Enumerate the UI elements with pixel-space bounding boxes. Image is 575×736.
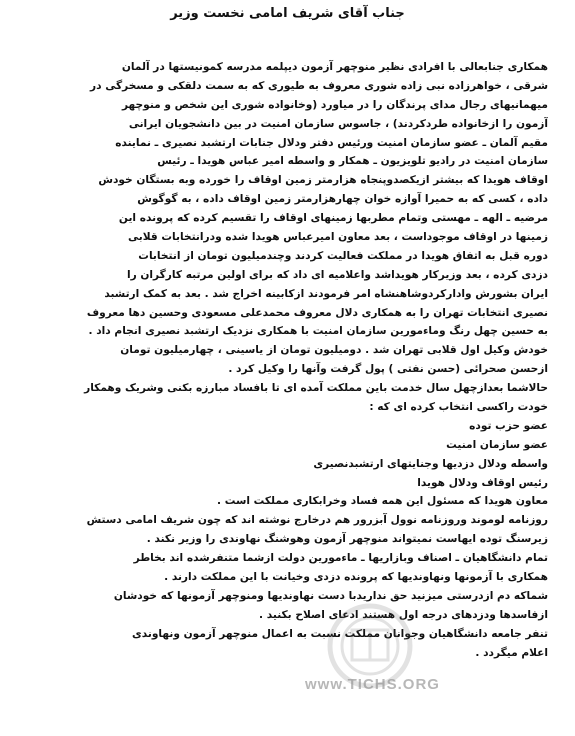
list-item: عضو سازمان امنیت bbox=[446, 438, 548, 451]
body-line: تنفر جامعه دانشگاهیان وجوانان مملکت نسبت به اعمال منوچهر آزمون ونهاوندی bbox=[132, 627, 548, 640]
body-line: همکاری جنابعالی با افرادی نظیر منوچهر آزمون دیپلمه مدرسه کمونیستها در آلمان bbox=[121, 61, 548, 73]
body-line: مقیم آلمان ـ عضو سازمان امنیت ورئیس دفتر ودلال جنابات ارتشبد نصیری ـ نماینده bbox=[115, 136, 548, 149]
body-line: معاون هویدا که مسئول این همه فساد وخرابکاری مملکت است . bbox=[217, 495, 548, 508]
body-line: همکاری با آزمونها ونهاوندیها که پرونده دزدی وخیانت با این مملکت دارند . bbox=[164, 571, 548, 584]
list-item: واسطه ودلال دزدیها وجنایتهای ارتشبدنصیری bbox=[313, 457, 548, 470]
body-line: زمینها در اوقاف موجوداست ، بعد معاون امیرعباس هویدا شده ودرانتخابات قلابی bbox=[128, 231, 548, 244]
watermark-text: www.TICHS.ORG bbox=[305, 676, 440, 693]
body-line: زیرسنگ توده ایهاست نمیتواند منوچهر آزمون وهوشنگ نهاوندی را وزیر نکند . bbox=[146, 533, 548, 546]
body-line: دوره قبل به اتفاق هویدا در مملکت فعالیت کردند وچندمیلیون تومان از انتخابات bbox=[138, 249, 548, 262]
body-line: دزدی کرده ، بعد وزیرکار هویداشد واعلامیه ای داد که برای اولین مرتبه کارگران را bbox=[126, 268, 548, 281]
letter-title: جناب آقای شریف امامی نخست وزیر bbox=[170, 6, 405, 21]
body-line: ازفاسدها ودزدهای درجه اول هستند ادعای اصلاح بکنید . bbox=[259, 608, 548, 621]
body-line: اوقاف هویدا که بیشتر ازیکصدوپنجاه هزارمتر زمین اوقاف را خورده وبه بستگان خودش bbox=[98, 174, 548, 187]
body-line: مرضیه ـ الهه ـ مهستی وتمام مطربها زمینهای اوقاف را تقسیم کرده که پرونده این bbox=[118, 212, 548, 225]
body-line: ازحسن صحرائی (حسن نفتی ) پول گرفت وآنها را وکیل کرد . bbox=[228, 363, 548, 376]
body-line: نصیری انتخابات تهران را به همکاری دلال معروف محمدعلی مسعودی وحسین دها معروف bbox=[86, 306, 548, 319]
body-line: تمام دانشگاهیان ـ اصناف وبازاریها ـ ماءمورین دولت ازشما متنفرشده اند بخاطر bbox=[133, 552, 548, 565]
body-line: شماکه دم ازدرستی میزنید حق نداریدبا دست نهاوندیها ومنوچهر آزمونها که خودشان bbox=[113, 589, 548, 602]
list-item: رئیس اوقاف ودلال هویدا bbox=[417, 476, 548, 489]
body-line: خودت راکسی انتخاب کرده ای که : bbox=[369, 401, 548, 414]
body-line: آزمون را ازخانواده طردکردند) ، جاسوس سازمان امنیت در بین دانشجویان ایرانی bbox=[128, 117, 548, 130]
body-line: شرقی ، خواهرزاده نبی زاده شوری معروف به طیوری که به سمت دلقکی و مسخرگی در bbox=[90, 79, 548, 92]
body-line: سازمان امنیت در رادیو تلویزیون ـ همکار و واسطه امیر عباس هویدا ـ رئیس bbox=[157, 155, 548, 168]
letter-body bbox=[16, 58, 548, 663]
body-line: حالاشما بعدازچهل سال خدمت باین مملکت آمده ای تا بافساد مبارزه بکنی وشریک وهمکار bbox=[84, 382, 548, 395]
body-line: داده ، کسی که به حمیرا آوازه خوان چهارهزارمتر زمین اوقاف داده ، به گوگوش bbox=[137, 193, 548, 206]
body-line: اعلام میگردد . bbox=[475, 646, 548, 659]
body-line: خودش وکیل اول قلابی تهران شد . دومیلیون تومان از یاسینی ، چهارمیلیون تومان bbox=[120, 344, 548, 357]
body-line: میهمانیهای رجال مدای پرندگان را در میاورد (وخانواده شوری این شخص و منوچهر bbox=[121, 98, 548, 111]
body-line: روزنامه لوموند وروزنامه نوول آبزرور هم درخارج نوشته اند که چون شریف امامی دستش bbox=[86, 514, 548, 527]
list-item: عضو حزب توده bbox=[469, 419, 548, 432]
body-line: ایران بشورش وادارکردوشاهنشاه امر فرمودند ازکابینه اخراج شد . بعد به کمک ارتشبد bbox=[104, 287, 548, 300]
body-line: به حسین چهل رنگ وماءمورین سازمان امنیت با همکاری نزدیک ارتشبد نصیری انجام داد . bbox=[88, 325, 548, 338]
